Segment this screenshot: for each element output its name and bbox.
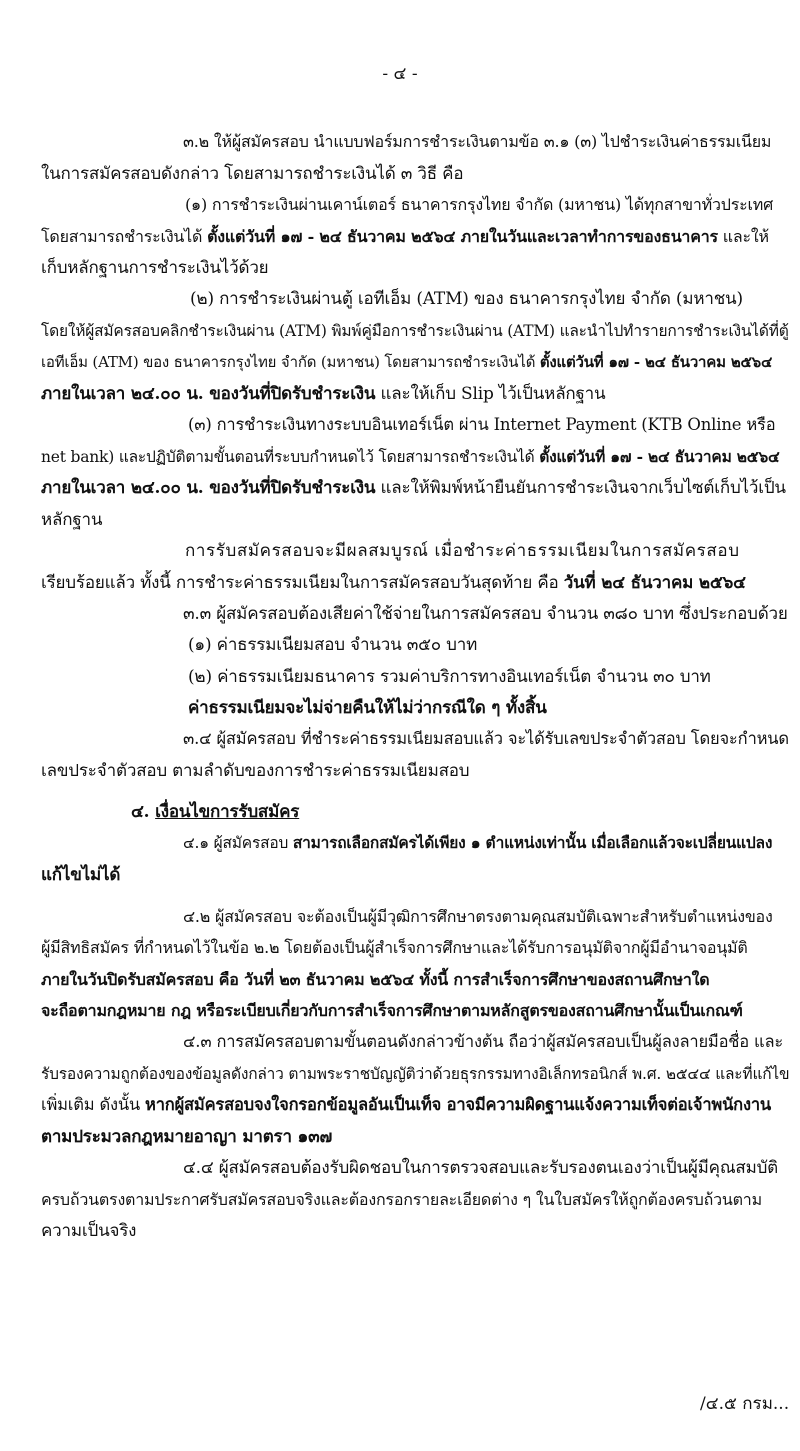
fee-item-2: (๒) ค่าธรรมเนียมธนาคาร รวมค่าบริการทางอินเทอร์เน็ต จำนวน ๓๐ บาท [188, 667, 711, 687]
paragraph-4-2-line-1: ๔.๒ ผู้สมัครสอบ จะต้องเป็นผู้มีวุฒิการศึกษาตรงตามคุณสมบัติเฉพาะสำหรับตำแหน่งของ [183, 907, 773, 926]
paragraph-3-4-line-1: ๓.๔ ผู้สมัครสอบ ที่ชำระค่าธรรมเนียมสอบแล้ว จะได้รับเลขประจำตัวสอบ โดยจะกำหนด [183, 729, 789, 748]
method-2-line-3 [41, 350, 772, 374]
method-3-line-3 [41, 476, 786, 500]
method-3-deadline: ภายในเวลา ๒๔.๐๐ น. ของวันที่ปิดรับชำระเงิน [41, 478, 376, 498]
paragraph-4-1-rule: สามารถเลือกสมัครได้เพียง ๑ ตำแหน่งเท่านั้น เมื่อเลือกแล้วจะเปลี่ยนแปลง [292, 833, 773, 852]
method-2-date-range: ตั้งแต่วันที่ ๑๗ - ๒๔ ธันวาคม ๒๕๖๔ [539, 353, 773, 371]
section-4-number: ๔. [131, 802, 156, 822]
method-3-print: และให้พิมพ์หน้ายืนยันการชำระเงินจากเว็บไซต์เก็บไว้เป็น [375, 478, 786, 498]
paragraph-4-4-line-2: ครบถ้วนตรงตามประกาศรับสมัครสอบจริงและต้องกรอกรายละเอียดต่าง ๆ ในใบสมัครให้ถูกต้องครบถ้วนตาม [41, 1190, 762, 1209]
continuation-marker: /๔.๕ กรม... [700, 1394, 790, 1414]
paragraph-4-4-line-1: ๔.๔ ผู้สมัครสอบต้องรับผิดชอบในการตรวจสอบและรับรองตนเองว่าเป็นผู้มีคุณสมบัติ [183, 1158, 779, 1178]
paragraph-4-2-line-4: จะถือตามกฎหมาย กฎ หรือระเบียบเกี่ยวกับการสำเร็จการศึกษาตามหลักสูตรของสถานศึกษานั้นเป็นเกณฑ์ [41, 1001, 743, 1020]
paragraph-4-2-line-2: ผู้มีสิทธิสมัคร ที่กำหนดไว้ในข้อ ๒.๒ โดยต้องเป็นผู้สำเร็จการศึกษาและได้รับการอนุมัติจากผู้มีอำนาจอนุมัติ [41, 938, 748, 957]
paragraph-4-3-line-3 [41, 1093, 771, 1117]
fee-item-1: (๑) ค่าธรรมเนียมสอบ จำนวน ๓๕๐ บาท [188, 635, 478, 655]
paragraph-4-2-line-3: ภายในวันปิดรับสมัครสอบ คือ วันที่ ๒๓ ธันวาคม ๒๕๖๔ ทั้งนี้ การสำเร็จการศึกษาของสถานศึกษาใด [41, 970, 710, 989]
method-1-line-3: เก็บหลักฐานการชำระเงินไว้ด้วย [41, 258, 269, 278]
method-1-text: โดยสามารถชำระเงินได้ [41, 227, 208, 246]
method-3-line-2 [41, 445, 780, 469]
method-2-slip: และให้เก็บ Slip ไว้เป็นหลักฐาน [375, 384, 606, 404]
paragraph-4-3-prefix: เพิ่มเติม ดังนั้น [41, 1095, 146, 1114]
paragraph-3-3-line-1: ๓.๓ ผู้สมัครสอบต้องเสียค่าใช้จ่ายในการสมัครสอบ จำนวน ๓๘๐ บาท ซึ่งประกอบด้วย [183, 604, 788, 624]
method-3-text: net bank) และปฏิบัติตามขั้นตอนที่ระบบกำหนดไว้ โดยสามารถชำระเงินได้ [41, 448, 540, 466]
paragraph-3-2-line-2: ในการสมัครสอบดังกล่าว โดยสามารถชำระเงินได้ ๓ วิธี คือ [41, 164, 464, 184]
completion-line-1: การรับสมัครสอบจะมีผลสมบูรณ์ เมื่อชำระค่าธรรมเนียมในการสมัครสอบ [185, 541, 740, 561]
method-2-text: เอทีเอ็ม (ATM) ของ ธนาคารกรุงไทย จำกัด (มหาชน) โดยสามารถชำระเงินได้ [41, 353, 540, 371]
paragraph-4-1-line-2: แก้ไขไม่ได้ [41, 865, 121, 885]
method-1-date-range: ตั้งแต่วันที่ ๑๗ - ๒๔ ธันวาคม ๒๕๖๔ ภายในวันและเวลาทำการของธนาคาร [207, 227, 718, 246]
method-2-line-1: (๒) การชำระเงินผ่านตู้ เอทีเอ็ม (ATM) ของ ธนาคารกรุงไทย จำกัด (มหาชน) [190, 289, 743, 309]
paragraph-3-4-line-2: เลขประจำตัวสอบ ตามลำดับของการชำระค่าธรรมเนียมสอบ [41, 761, 470, 781]
completion-text: เรียบร้อยแล้ว ทั้งนี้ การชำระค่าธรรมเนียมในการสมัครสอบวันสุดท้าย คือ [41, 573, 564, 593]
method-1-line-2 [41, 225, 769, 249]
method-2-line-4 [41, 382, 605, 406]
method-1-tail: และให้ [717, 227, 769, 246]
section-4-title: เงื่อนไขการรับสมัคร [155, 802, 300, 822]
method-3-line-4: หลักฐาน [41, 510, 103, 530]
paragraph-4-3-line-4: ตามประมวลกฎหมายอาญา มาตรา ๑๓๗ [41, 1127, 333, 1147]
fee-non-refundable-note: ค่าธรรมเนียมจะไม่จ่ายคืนให้ไม่ว่ากรณีใด ๆ ทั้งสิ้น [188, 698, 547, 718]
method-1-line-1: (๑) การชำระเงินผ่านเคาน์เตอร์ ธนาคารกรุงไทย จำกัด (มหาชน) ได้ทุกสาขาทั่วประเทศ [185, 195, 774, 214]
paragraph-4-1-line-1 [183, 831, 772, 855]
method-3-date-range: ตั้งแต่วันที่ ๑๗ - ๒๔ ธันวาคม ๒๕๖๔ [539, 447, 780, 466]
section-4-heading [131, 800, 299, 824]
method-2-line-2: โดยให้ผู้สมัครสอบคลิกชำระเงินผ่าน (ATM) พิมพ์คู่มือการชำระเงินผ่าน (ATM) และนำไปทำรายการชำระเงินได้ที่ตู้ [41, 322, 789, 340]
paragraph-4-3-line-2: รับรองความถูกต้องของข้อมูลดังกล่าว ตามพระราชบัญญัติว่าด้วยธุรกรรมทางอิเล็กทรอนิกส์ พ.ศ. ๒๕๔๔ และที่แก้ไข [41, 1065, 790, 1083]
paragraph-3-2-line-1: ๓.๒ ให้ผู้สมัครสอบ นำแบบฟอร์มการชำระเงินตามข้อ ๓.๑ (๓) ไปชำระเงินค่าธรรมเนียม [183, 132, 772, 151]
completion-last-date: วันที่ ๒๔ ธันวาคม ๒๕๖๔ [563, 573, 746, 593]
paragraph-4-3-warning: หากผู้สมัครสอบจงใจกรอกข้อมูลอันเป็นเท็จ อาจมีความผิดฐานแจ้งความเท็จต่อเจ้าพนักงาน [145, 1095, 771, 1114]
page-number: - ๔ - [382, 64, 418, 84]
completion-line-2 [41, 571, 746, 595]
paragraph-4-1-prefix: ๔.๑ ผู้สมัครสอบ [183, 834, 293, 852]
paragraph-4-3-line-1: ๔.๓ การสมัครสอบตามขั้นตอนดังกล่าวข้างต้น ถือว่าผู้สมัครสอบเป็นผู้ลงลายมือชื่อ และ [183, 1032, 784, 1051]
paragraph-4-4-line-3: ความเป็นจริง [41, 1221, 137, 1241]
method-2-deadline: ภายในเวลา ๒๔.๐๐ น. ของวันที่ปิดรับชำระเงิน [41, 384, 376, 404]
method-3-line-1: (๓) การชำระเงินทางระบบอินเทอร์เน็ต ผ่าน Internet Payment (KTB Online หรือ [188, 415, 776, 434]
